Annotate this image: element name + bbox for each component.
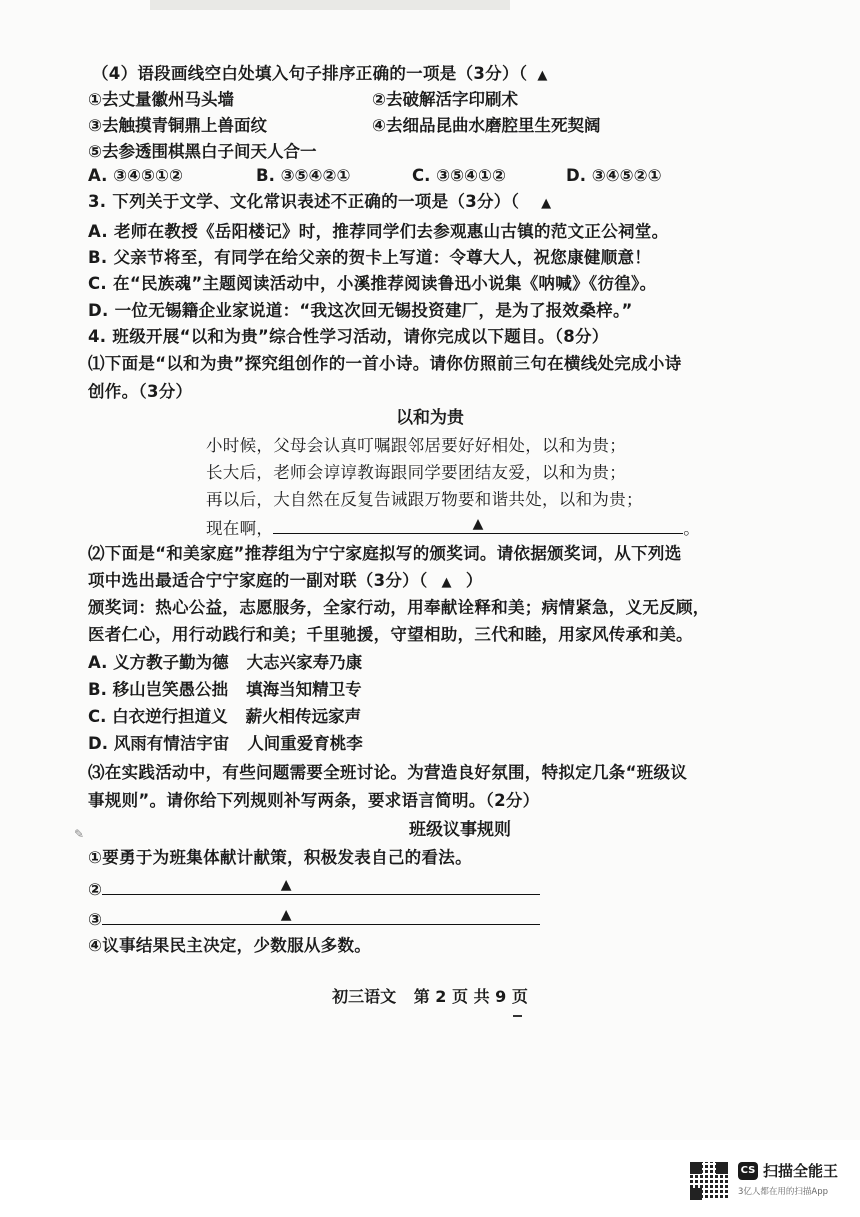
q2-4-item-5: ⑤去参透围棋黑白子间天人合一 [88,142,317,161]
poem-answer-blank[interactable] [273,515,683,534]
rule-1: ①要勇于为班集体献计献策，积极发表自己的看法。 [88,848,472,867]
blank-marker: ▲ [537,68,548,83]
couplet-option-c: C. 白衣逆行担道义 薪火相传远家声 [88,707,362,726]
q4-part1-line1: ⑴下面是“以和为贵”探究组创作的一首小诗。请你仿照前三句在横线处完成小诗 [88,354,682,373]
blank-marker: ▲ [472,516,484,532]
q4-stem: 4. 班级开展“以和为贵”综合性学习活动，请你完成以下题目。（8分） [88,327,609,346]
rule-4: ④议事结果民主决定，少数服从多数。 [88,936,372,955]
q3-option-c: C. 在“民族魂”主题阅读活动中，小溪推荐阅读鲁迅小说集《呐喊》《彷徨》。 [88,274,657,293]
blank-marker: ▲ [541,196,552,211]
q3-stem: 3. 下列关于文学、文化常识表述不正确的一项是（3分）（ ▲ [88,192,552,211]
q2-4-item-1: ①去丈量徽州马头墙 [88,90,234,109]
q2-4-choice-c: C. ③⑤④①② [412,166,506,185]
rules-title: 班级议事规则 [409,820,511,840]
q2-4-choice-d: D. ③④⑤②① [566,166,662,185]
watermark-tagline: 3亿人都在用的扫描App [738,1187,829,1197]
smudge-mark: ✎ [74,827,85,841]
couplet-option-a: A. 义方教子勤为德 大志兴家寿乃康 [88,653,363,672]
q4-part2-line1: ⑵下面是“和美家庭”推荐组为宁宁家庭拟写的颁奖词。请依据颁奖词，从下列选 [88,544,682,563]
page-edge-shadow [150,0,510,10]
watermark-brand-name: 扫描全能王 [763,1162,839,1180]
page-footer [0,984,860,1007]
rule-2: ② ▲ [88,876,540,902]
q4-part2-line2: 项中选出最适合宁宁家庭的一副对联（3分）（ ▲ ） [88,571,483,590]
q3-option-a: A. 老师在教授《岳阳楼记》时，推荐同学们去参观惠山古镇的范文正公祠堂。 [88,222,669,241]
q2-4-item-3: ③去触摸青铜鼎上兽面纹 [88,116,267,135]
poem-line-1: 小时候，父母会认真叮嘱跟邻居要好好相处，以和为贵； [206,436,626,455]
rule-2-answer-blank[interactable] [102,876,540,895]
q2-4-stem: （4）语段画线空白处填入句子排序正确的一项是（3分）（ ▲ [92,64,548,83]
poem-line-4: 现在啊， ▲ 。 [206,516,701,538]
poem-line-2: 长大后，老师会谆谆教诲跟同学要团结友爱，以和为贵； [206,463,626,482]
rule-3-answer-blank[interactable] [102,906,540,925]
blank-marker: ▲ [280,877,292,893]
camscanner-logo: CS [738,1162,758,1180]
footer-subject: 初三语文 [332,987,397,1006]
award-text-line1: 颁奖词：热心公益，志愿服务，全家行动，用奉献诠释和美；病情紧急，义无反顾， [88,598,710,617]
scanner-watermark [690,1160,850,1210]
q2-4-item-2: ②去破解活字印刷术 [372,90,518,109]
q3-option-b: B. 父亲节将至，有同学在给父亲的贺卡上写道：令尊大人，祝您康健顺意！ [88,248,652,267]
q3-option-d: D. 一位无锡籍企业家说道：“我这次回无锡投资建厂，是为了报效桑梓。” [88,301,633,320]
blank-marker: ▲ [280,907,292,923]
qr-code-icon [690,1162,728,1200]
q2-4-item-4: ④去细品昆曲水磨腔里生死契阔 [372,116,601,135]
q2-4-choice-b: B. ③⑤④②① [256,166,351,185]
footer-page-number: 第 2 页 共 9 页 [413,987,528,1006]
q4-part1-line2: 创作。（3分） [88,382,193,401]
rule-3: ③ ▲ [88,906,540,932]
poem-line-3: 再以后，大自然在反复告诫跟万物要和谐共处，以和为贵； [206,490,643,509]
poem-title: 以和为贵 [396,408,464,428]
award-text-line2: 医者仁心，用行动践行和美；千里驰援，守望相助，三代和睦，用家风传承和美。 [88,625,693,644]
blank-marker: ▲ [441,575,452,590]
q2-4-choice-a: A. ③④⑤①② [88,166,183,185]
couplet-option-b: B. 移山岂笑愚公拙 填海当知精卫专 [88,680,362,699]
q4-part3-line2: 事规则”。请你给下列规则补写两条，要求语言简明。（2分） [88,791,540,810]
footer-dash [513,1015,522,1017]
couplet-option-d: D. 风雨有情洁宇宙 人间重爱育桃李 [88,734,363,753]
q4-part3-line1: ⑶在实践活动中，有些问题需要全班讨论。为营造良好氛围，特拟定几条“班级议 [88,763,688,782]
